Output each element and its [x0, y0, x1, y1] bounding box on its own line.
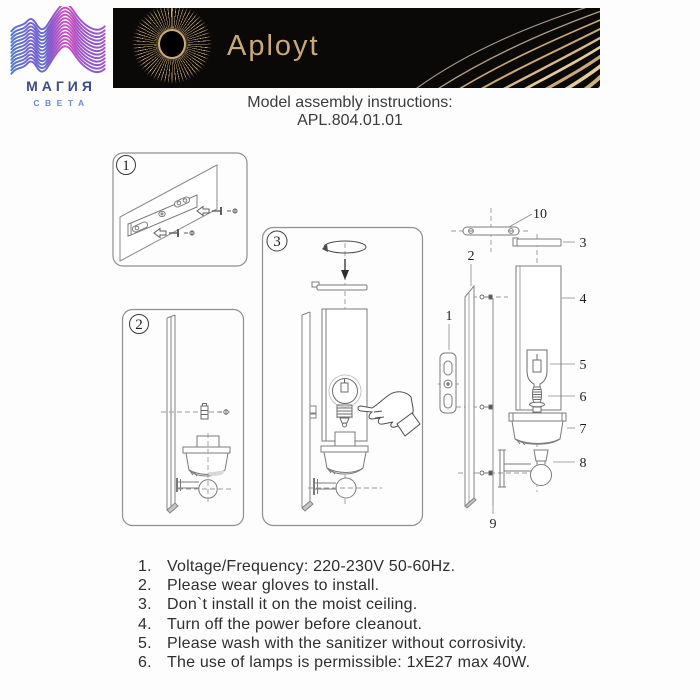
callout-2: 2 [467, 249, 475, 264]
logo-subtitle: СВЕТА [33, 98, 90, 108]
instruction-text: Please wash with the sanitizer without corrosivity. [167, 634, 527, 652]
logo-waves-icon [10, 6, 108, 76]
callout-4: 4 [579, 292, 587, 307]
step-2-diagram [120, 307, 246, 528]
top-ring-part [312, 282, 367, 290]
instruction-number: 3. [138, 596, 152, 614]
step-2-number-badge [130, 315, 149, 334]
instruction-item [138, 595, 598, 614]
instruction-number: 2. [138, 577, 152, 595]
step-3-number-badge [267, 231, 287, 251]
callout-8: 8 [579, 456, 587, 471]
instruction-text: The use of lamps is permissible: 1xE27 max 40W. [167, 654, 531, 672]
instruction-item [138, 653, 598, 672]
brand-banner [113, 8, 600, 88]
insert-arrow [341, 259, 349, 280]
rays-decoration-icon [415, 8, 600, 88]
instruction-number: 4. [138, 615, 152, 633]
instruction-text: Don`t install it on the moist ceiling. [167, 596, 418, 614]
step-3-diagram [260, 225, 425, 528]
part-4-shade [516, 266, 561, 410]
step-1-number-badge [117, 156, 136, 175]
part-5-bulb [527, 350, 547, 387]
rod-screws [480, 295, 492, 475]
part-8-arm [498, 450, 552, 487]
sunburst-ring-icon [158, 29, 186, 59]
instruction-text: Turn off the power before cleanout. [167, 615, 423, 633]
part-2-backplate [465, 286, 476, 508]
instruction-number: 6. [138, 654, 152, 672]
instruction-item [138, 615, 598, 634]
store-logo [8, 6, 110, 108]
exploded-parts-diagram [438, 198, 603, 542]
instruction-list [138, 557, 598, 672]
brand-name: Aployt [227, 30, 320, 62]
instruction-number: 5. [138, 634, 152, 652]
rotate-arrow [322, 241, 366, 253]
callout-7: 7 [579, 422, 587, 437]
instruction-text: Voltage/Frequency: 220-230V 50-60Hz. [167, 558, 456, 575]
instruction-text: Please wear gloves to install. [167, 577, 380, 595]
step-2-border [123, 310, 244, 526]
callout-1: 1 [445, 309, 453, 324]
part-10-bracket [463, 227, 519, 235]
step-3-number: 3 [273, 234, 281, 250]
callout-9: 9 [489, 517, 497, 532]
page-title [0, 94, 700, 129]
callout-3: 3 [579, 236, 587, 251]
step-2-number: 2 [135, 317, 143, 333]
step-1-diagram [110, 150, 250, 270]
part-7-cup [509, 413, 566, 445]
instruction-item [138, 576, 598, 595]
part-3-ring [513, 238, 561, 246]
instruction-number: 1. [138, 558, 152, 575]
instruction-item [138, 634, 598, 653]
page-title-line1: Model assembly instructions: [247, 94, 453, 111]
logo-title: МАГИЯ [26, 78, 96, 94]
callout-5: 5 [579, 358, 587, 373]
step-1-number: 1 [122, 158, 130, 174]
model-code: APL.804.01.01 [297, 112, 403, 129]
callout-6: 6 [579, 390, 587, 405]
part-1-mount-plate [440, 353, 456, 413]
callout-10: 10 [533, 207, 547, 222]
instruction-item [138, 557, 598, 576]
